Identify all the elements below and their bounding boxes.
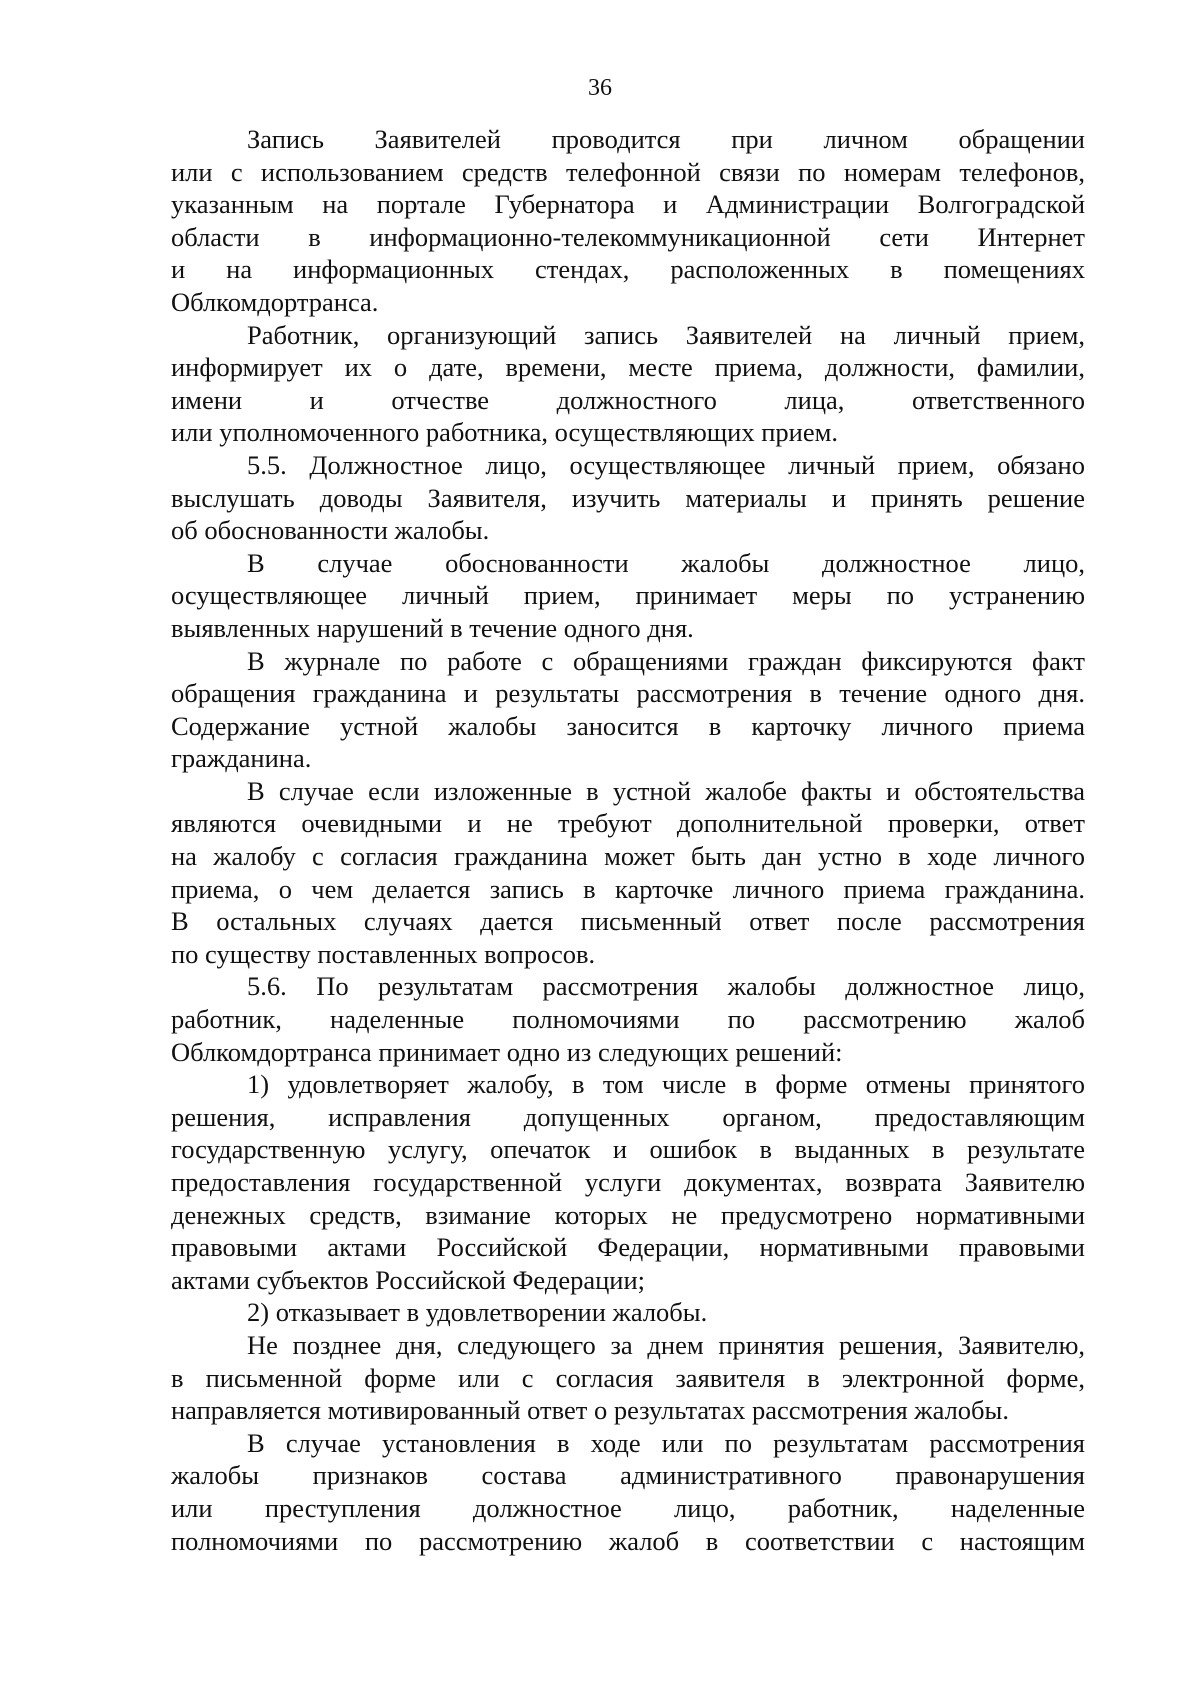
text-line: предоставления государственной услуги документах, возврата Заявителю xyxy=(171,1167,1085,1197)
paragraph xyxy=(171,1427,1085,1557)
text-line: или с использованием средств телефонной связи по номерам телефонов, xyxy=(171,156,1085,187)
paragraph xyxy=(171,1068,1085,1296)
text-line: денежных средств, взимание которых не предусмотрено нормативными xyxy=(171,1199,1085,1230)
text-line: В случае если изложенные в устной жалобе факты и обстоятельства xyxy=(247,775,1085,806)
text-line: Содержание устной жалобы заносится в карточку личного приема xyxy=(171,710,1085,741)
text-line: или уполномоченного работника, осуществляющих прием. xyxy=(171,417,838,448)
text-line: являются очевидными и не требуют дополнительной проверки, ответ xyxy=(171,808,1085,839)
text-line: государственную услугу, опечаток и ошибок в выданных в результате xyxy=(171,1134,1085,1165)
text-line: В журнале по работе с обращениями граждан фиксируются факт xyxy=(247,645,1085,676)
text-line: В случае установления в ходе или по результатам рассмотрения xyxy=(247,1427,1085,1458)
text-line: обращения гражданина и результаты рассмотрения в течение одного дня. xyxy=(171,678,1085,709)
paragraph xyxy=(171,970,1085,1068)
text-line: Запись Заявителей проводится при личном обращении xyxy=(247,124,1085,154)
text-line: решения, исправления допущенных органом, предоставляющим xyxy=(171,1101,1085,1132)
text-line: направляется мотивированный ответ о результатах рассмотрения жалобы. xyxy=(171,1395,1009,1426)
paragraph xyxy=(171,1296,1085,1329)
text-line: выявленных нарушений в течение одного дня. xyxy=(171,612,694,643)
text-line: об обоснованности жалобы. xyxy=(171,515,490,546)
text-line: или преступления должностное лицо, работник, наделенные xyxy=(171,1492,1085,1523)
text-line: В остальных случаях дается письменный ответ после рассмотрения xyxy=(171,906,1085,937)
text-line: информирует их о дате, времени, месте приема, должности, фамилии, xyxy=(171,352,1085,383)
text-line: правовыми актами Российской Федерации, нормативными правовыми xyxy=(171,1232,1085,1263)
text-line: 5.5. Должностное лицо, осуществляющее личный прием, обязано xyxy=(247,449,1085,480)
paragraph xyxy=(171,319,1085,449)
text-line: области в информационно-телекоммуникационной сети Интернет xyxy=(171,221,1085,252)
text-line: имени и отчестве должностного лица, ответственного xyxy=(171,384,1085,415)
text-line: в письменной форме или с согласия заявителя в электронной форме, xyxy=(171,1362,1085,1393)
text-line: 1) удовлетворяет жалобу, в том числе в форме отмены принятого xyxy=(247,1069,1085,1100)
text-line: выслушать доводы Заявителя, изучить материалы и принять решение xyxy=(171,482,1085,513)
paragraph xyxy=(171,775,1085,971)
text-line: работник, наделенные полномочиями по рассмотрению жалоб xyxy=(171,1004,1085,1035)
paragraph xyxy=(171,123,1085,319)
paragraph xyxy=(171,547,1085,645)
text-line: Работник, организующий запись Заявителей на личный прием, xyxy=(247,319,1085,350)
text-line: Облкомдортранса принимает одно из следующих решений: xyxy=(171,1036,843,1067)
paragraph xyxy=(171,645,1085,775)
document-body xyxy=(171,123,1085,1557)
text-line: В случае обоснованности жалобы должностное лицо, xyxy=(247,547,1085,578)
text-line: 5.6. По результатам рассмотрения жалобы должностное лицо, xyxy=(247,971,1085,1002)
text-line: полномочиями по рассмотрению жалоб в соответствии с настоящим xyxy=(171,1525,1085,1556)
text-line: приема, о чем делается запись в карточке личного приема гражданина. xyxy=(171,873,1085,904)
text-line: гражданина. xyxy=(171,743,312,774)
text-line: жалобы признаков состава административного правонарушения xyxy=(171,1460,1085,1491)
text-line: осуществляющее личный прием, принимает меры по устранению xyxy=(171,580,1085,611)
text-line: и на информационных стендах, расположенных в помещениях xyxy=(171,254,1085,285)
paragraph xyxy=(171,1329,1085,1427)
text-line: на жалобу с согласия гражданина может быть дан устно в ходе личного xyxy=(171,841,1085,872)
text-line: актами субъектов Российской Федерации; xyxy=(171,1264,646,1295)
text-line: Облкомдортранса. xyxy=(171,286,379,317)
page-number: 36 xyxy=(588,75,612,101)
text-line: 2) отказывает в удовлетворении жалобы. xyxy=(247,1297,708,1328)
text-line: Не позднее дня, следующего за днем принятия решения, Заявителю, xyxy=(247,1329,1085,1360)
paragraph xyxy=(171,449,1085,547)
text-line: по существу поставленных вопросов. xyxy=(171,938,596,969)
text-line: указанным на портале Губернатора и Администрации Волгоградской xyxy=(171,189,1085,220)
